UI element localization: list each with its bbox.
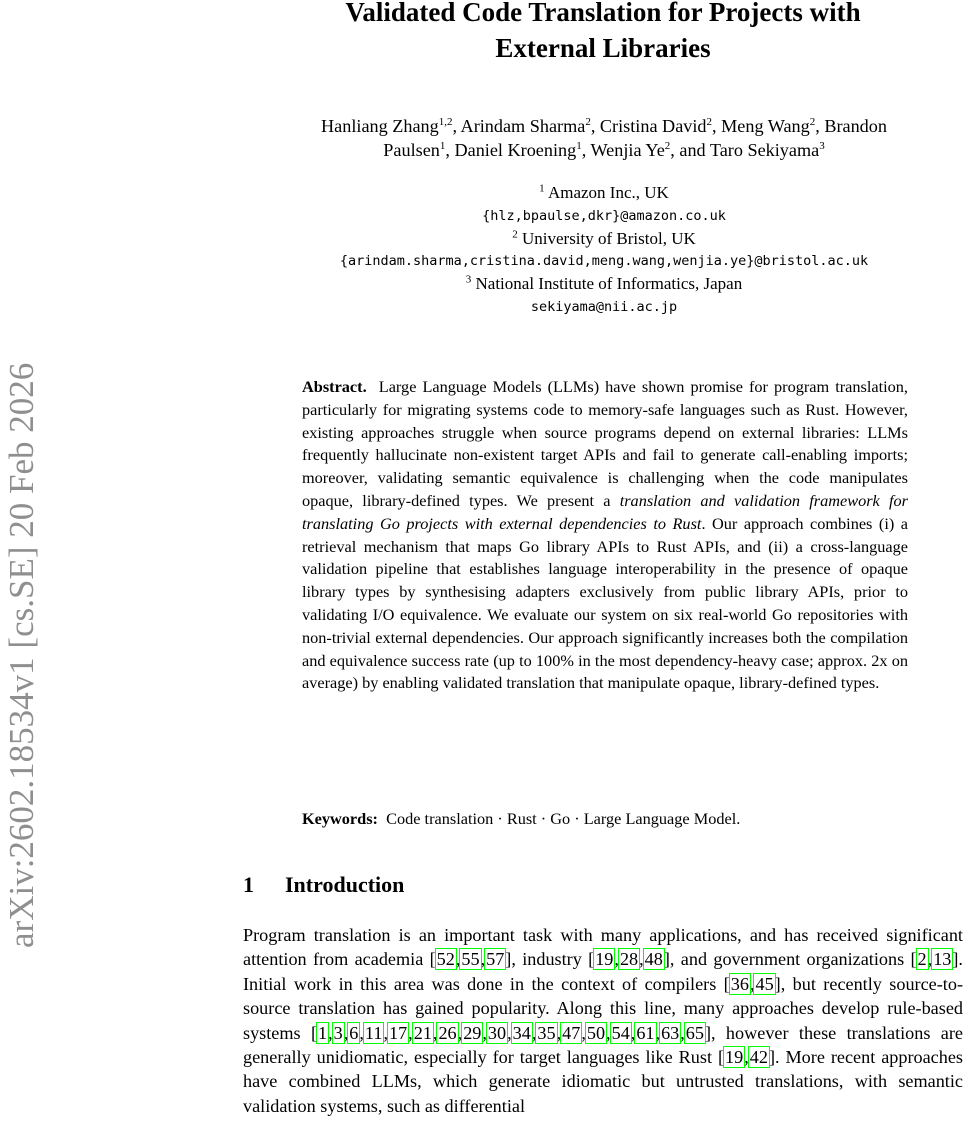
author-affiliation-mark: 1,2 xyxy=(438,115,453,128)
author-affiliation-mark: 3 xyxy=(819,139,825,152)
citation-separator: , xyxy=(581,1022,586,1043)
citation-separator: , xyxy=(744,1047,749,1068)
citation-separator: , xyxy=(343,1022,349,1043)
paper-title xyxy=(243,0,963,66)
citation-separator: , xyxy=(531,1022,537,1043)
citation-separator: , xyxy=(359,1022,364,1043)
citation-link[interactable]: 2 xyxy=(917,949,927,970)
citation-link[interactable]: 34 xyxy=(512,1022,531,1043)
citation-separator: , xyxy=(630,1022,636,1043)
affiliation-1-email[interactable]: {hlz,bpaulse,dkr}@amazon.co.uk xyxy=(482,207,726,224)
citation-separator: , xyxy=(680,1022,685,1043)
keywords xyxy=(302,808,908,831)
citation-group xyxy=(917,949,953,969)
citation-link[interactable]: 35 xyxy=(537,1022,556,1043)
citation-separator: , xyxy=(749,973,755,994)
intro-text: ], and government organizations [ xyxy=(663,949,917,970)
affiliation-number: 2 xyxy=(512,227,518,240)
citation-link[interactable]: 17 xyxy=(388,1022,408,1043)
author-name: , Wenjia Ye xyxy=(581,140,665,160)
affiliation-3-email[interactable]: sekiyama@nii.ac.jp xyxy=(530,298,678,315)
abstract-label: Abstract. xyxy=(302,377,367,396)
author-affiliation-mark: 2 xyxy=(664,139,671,152)
citation-link[interactable]: 1 xyxy=(318,1022,328,1043)
affiliation-name: Amazon Inc., UK xyxy=(544,183,669,202)
title-line-1: Validated Code Translation for Projects with xyxy=(345,0,861,27)
citation-separator: , xyxy=(655,1022,661,1043)
citation-group xyxy=(730,974,775,994)
intro-text: ], but recently source-to-source translation has gained popularity. Along this line, many approaches develop rule-based systems [ xyxy=(243,973,964,1043)
citation-link[interactable]: 19 xyxy=(595,949,614,970)
citation-link[interactable]: 57 xyxy=(486,949,505,970)
intro-text: Program translation is an important task with many applications, and has received significant attention from academia [ xyxy=(243,925,963,970)
arxiv-identifier-stamp: arXiv:2602.18534v1 [cs.SE] 20 Feb 2026 xyxy=(2,362,41,948)
section-title: Introduction xyxy=(285,872,405,897)
author-affiliation-mark: 1 xyxy=(576,139,582,152)
intro-text: ], however these translations are generally unidiomatic, especially for target languages like Rust [ xyxy=(243,1022,963,1068)
citation-link[interactable]: 3 xyxy=(333,1022,343,1043)
citation-separator: , xyxy=(556,1022,562,1043)
citation-link[interactable]: 26 xyxy=(438,1022,457,1043)
author-affiliation-mark: 2 xyxy=(809,115,816,128)
citation-separator: , xyxy=(383,1022,388,1043)
citation-separator: , xyxy=(614,949,619,970)
section-number: 1 xyxy=(243,872,254,897)
citation-separator: , xyxy=(927,949,933,970)
author-name: , Daniel Kroening xyxy=(445,140,577,160)
title-line-2: External Libraries xyxy=(495,33,711,63)
affiliation-number: 3 xyxy=(465,273,472,286)
citation-separator: , xyxy=(639,949,644,970)
affiliation-2-email[interactable]: {arindam.sharma,cristina.david,meng.wang,wenjia.ye}@bristol.ac.uk xyxy=(339,253,869,270)
citation-link[interactable]: 61 xyxy=(636,1022,655,1043)
citation-group xyxy=(317,1023,705,1043)
author-affiliation-mark: 1 xyxy=(439,139,446,152)
abstract-text-continued: . Our approach combines (i) a retrieval mechanism that maps Go library APIs to Rust APIs, and (ii) a cross-language validation pipeline that establishes language interoperability in the presence of opaque library types by synthesising adapters exclusively from public library APIs, prior to validating I/O equivalence. We evaluate our system on six real-world Go repositories with non-trivial external dependencies. Our approach significantly increases both the compilation and equivalence success rate (up to 100% in the most dependency-heavy case; approx. 2x on average) by enabling validated translation that manipulate opaque, library-defined types. xyxy=(302,513,908,693)
affiliation-name: University of Bristol, UK xyxy=(517,228,696,248)
citation-link[interactable]: 50 xyxy=(586,1022,606,1043)
citation-link[interactable]: 63 xyxy=(661,1022,680,1043)
citation-group xyxy=(436,949,506,969)
citation-link[interactable]: 36 xyxy=(730,973,749,994)
author-name: , Meng Wang xyxy=(712,116,810,136)
citation-link[interactable]: 28 xyxy=(619,949,639,970)
citation-separator: , xyxy=(507,1022,512,1043)
citation-link[interactable]: 65 xyxy=(685,1022,704,1043)
citation-group xyxy=(594,949,664,969)
citation-group xyxy=(724,1047,769,1067)
abstract-emphasis: translation and validation framework for translating Go projects with external dependencies to Rust xyxy=(302,490,908,533)
keywords-label: Keywords: xyxy=(302,809,378,828)
citation-separator: , xyxy=(328,1022,333,1043)
author-name: , and Taro Sekiyama xyxy=(670,140,820,160)
citation-link[interactable]: 29 xyxy=(463,1022,482,1043)
citation-link[interactable]: 13 xyxy=(933,949,952,970)
author-name: , Brandon xyxy=(815,116,887,136)
abstract xyxy=(302,376,908,695)
author-name: , Arindam Sharma xyxy=(452,116,586,136)
citation-separator: , xyxy=(606,1022,611,1043)
affiliation-1 xyxy=(243,182,965,205)
author-name: , Cristina David xyxy=(590,116,707,136)
citation-link[interactable]: 47 xyxy=(562,1022,581,1043)
citation-link[interactable]: 54 xyxy=(611,1022,630,1043)
affiliation-list xyxy=(243,182,965,319)
citation-link[interactable]: 55 xyxy=(461,949,480,970)
citation-link[interactable]: 48 xyxy=(644,949,663,970)
keywords-text: Code translation · Rust · Go · Large Language Model. xyxy=(386,809,741,828)
citation-link[interactable]: 45 xyxy=(755,973,774,994)
citation-link[interactable]: 52 xyxy=(436,949,455,970)
citation-separator: , xyxy=(482,1022,487,1043)
affiliation-number: 1 xyxy=(539,182,545,195)
author-affiliation-mark: 2 xyxy=(585,115,591,128)
author-list xyxy=(243,114,965,162)
intro-text: ]. Initial work in this area was done in the context of compilers [ xyxy=(243,949,963,994)
introduction-paragraph xyxy=(243,923,963,1118)
abstract-text: Large Language Models (LLMs) have shown promise for program translation, particularly for migrating systems code to memory-safe languages such as Rust. However, existing approaches struggle when source programs depend on external libraries: LLMs frequently hallucinate non-existent target APIs and fail to generate call-enabling imports; moreover, validating semantic equivalence is challenging when the code manipulates opaque, library-defined types. We present a xyxy=(302,377,908,510)
intro-text: ], industry [ xyxy=(505,949,595,970)
section-heading xyxy=(243,871,404,899)
citation-separator: , xyxy=(457,1022,463,1043)
citation-link[interactable]: 19 xyxy=(725,1047,744,1068)
citation-separator: , xyxy=(432,1022,438,1043)
citation-link[interactable]: 30 xyxy=(487,1022,507,1043)
citation-separator: , xyxy=(408,1022,413,1043)
citation-link[interactable]: 11 xyxy=(364,1022,383,1043)
affiliation-name: National Institute of Informatics, Japan xyxy=(471,274,743,294)
author-affiliation-mark: 2 xyxy=(706,115,713,128)
author-name: Hanliang Zhang xyxy=(321,116,439,136)
author-name: Paulsen xyxy=(383,140,440,160)
affiliation-3 xyxy=(243,273,965,296)
citation-link[interactable]: 21 xyxy=(413,1022,432,1043)
citation-link[interactable]: 42 xyxy=(749,1047,768,1068)
intro-text: ]. More recent approaches have combined LLMs, which generate idiomatic but untrusted translations, with semantic validation systems, such as differential xyxy=(243,1047,963,1116)
citation-link[interactable]: 6 xyxy=(349,1022,359,1043)
citation-separator: , xyxy=(455,949,461,970)
affiliation-2 xyxy=(243,228,965,251)
citation-separator: , xyxy=(480,949,486,970)
